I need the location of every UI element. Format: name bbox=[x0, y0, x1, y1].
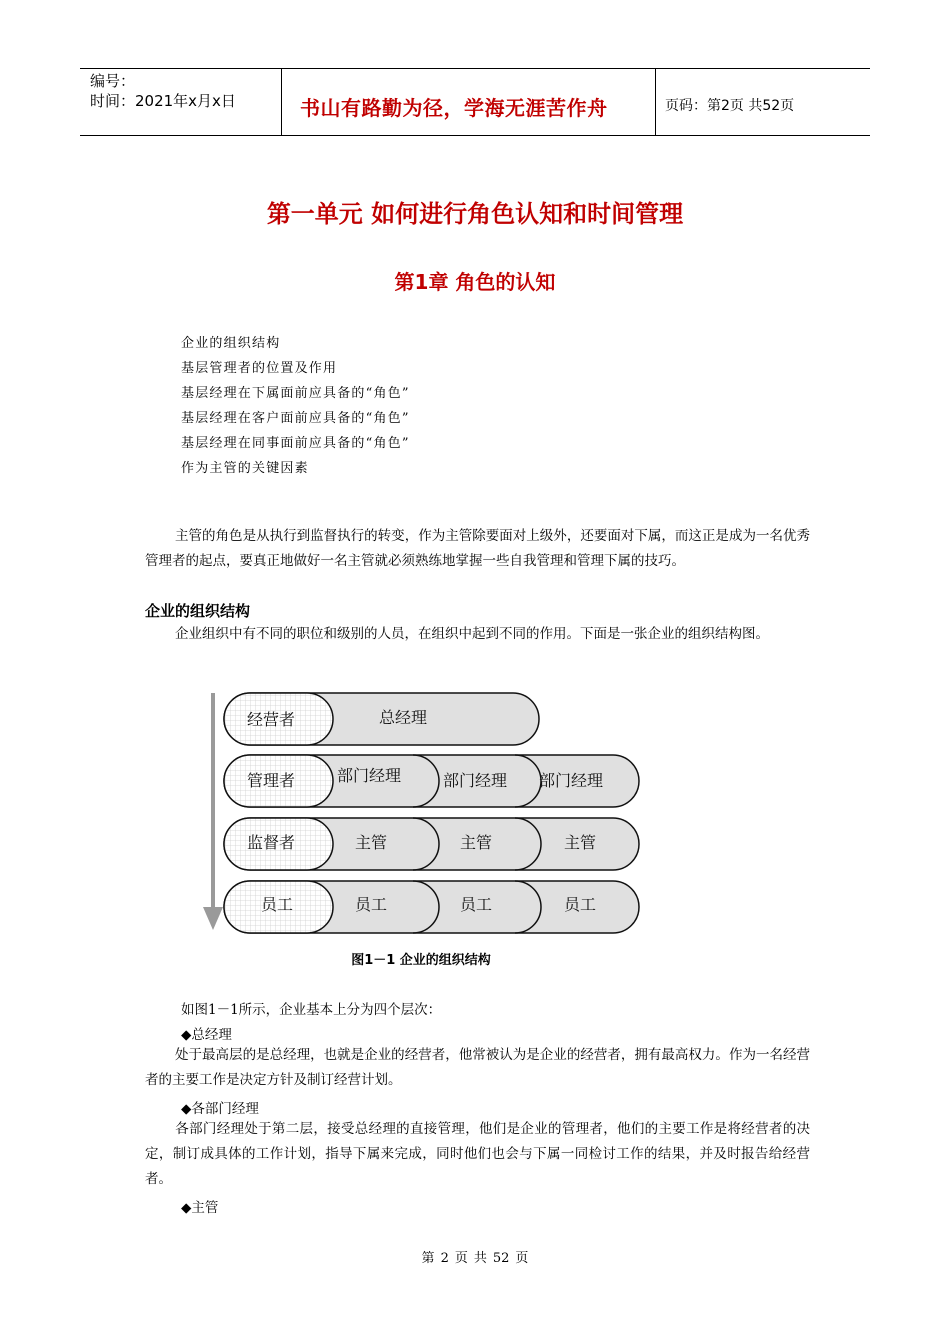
footer-text: 页 bbox=[454, 1251, 468, 1266]
toc-item: 基层经理在客户面前应具备的“角色” bbox=[181, 411, 410, 426]
section-org-text: 企业组织中有不同的职位和级别的人员，在组织中起到不同的作用。下面是一张企业的组织结构图。 bbox=[175, 626, 769, 642]
role-label: 员工 bbox=[260, 895, 294, 914]
bullet-general-manager: ◆总经理 bbox=[181, 1027, 232, 1043]
paragraph-general-manager bbox=[145, 1043, 810, 1093]
section-heading-org: 企业的组织结构 bbox=[145, 602, 251, 620]
role-label: 经营者 bbox=[246, 710, 296, 729]
footer-text: 第 bbox=[421, 1251, 435, 1266]
unit-title: 第一单元 如何进行角色认知和时间管理 bbox=[266, 200, 684, 228]
header-motto: 书山有路勤为径，学海无涯苦作舟 bbox=[300, 96, 608, 120]
cell-label: 主管 bbox=[563, 833, 597, 852]
header-time: 时间：2021年x月x日 bbox=[90, 92, 236, 110]
cell-label: 部门经理 bbox=[538, 771, 604, 790]
paragraph-department-managers bbox=[145, 1117, 810, 1192]
toc-item: 企业的组织结构 bbox=[181, 336, 281, 351]
intro-text: 主管的角色是从执行到监督执行的转变，作为主管除要面对上级外，还要面对下属，而这正是成为一名优秀管理者的起点，要真正地做好一名主管就必须熟练地掌握一些自我管理和管理下属的技巧。 bbox=[145, 528, 810, 569]
chapter-title: 第1章 角色的认知 bbox=[394, 270, 556, 294]
footer-text: 页 bbox=[515, 1251, 529, 1266]
header-divider-left bbox=[281, 68, 282, 136]
org-row-supervisor bbox=[224, 818, 639, 870]
bullet-department-managers: ◆各部门经理 bbox=[181, 1101, 259, 1117]
toc-item: 基层经理在下属面前应具备的“角色” bbox=[181, 386, 410, 401]
hierarchy-arrow-shaft bbox=[211, 693, 215, 910]
header-page-code: 页码：第2页 共52页 bbox=[665, 98, 795, 114]
footer-total-pages: 52 bbox=[492, 1251, 510, 1266]
org-row-executive bbox=[224, 693, 539, 745]
cell-label: 主管 bbox=[354, 833, 388, 852]
role-label: 管理者 bbox=[246, 771, 296, 790]
header-number: 编号： bbox=[90, 72, 136, 90]
cell-label: 部门经理 bbox=[336, 766, 402, 785]
paragraph-department-managers-text: 各部门经理处于第二层，接受总经理的直接管理，他们是企业的管理者，他们的主要工作是将经营者的决定，制订成具体的工作计划，指导下属来完成，同时他们也会与下属一同检讨工作的结果，并及时报告给经营者。 bbox=[145, 1121, 810, 1187]
hierarchy-arrow-head bbox=[203, 907, 223, 930]
header-top-rule bbox=[80, 68, 870, 69]
cell-label: 员工 bbox=[354, 895, 388, 914]
cell-label: 员工 bbox=[563, 895, 597, 914]
intro-paragraph bbox=[145, 524, 810, 574]
figure-caption: 图1－1 企业的组织结构 bbox=[351, 953, 491, 968]
toc-item: 作为主管的关键因素 bbox=[181, 461, 309, 476]
role-label: 监督者 bbox=[246, 833, 296, 852]
section-org-paragraph bbox=[145, 622, 810, 647]
header-bottom-rule bbox=[80, 135, 870, 136]
cell-label: 员工 bbox=[459, 895, 493, 914]
org-row-manager bbox=[224, 755, 639, 807]
page-footer bbox=[0, 1247, 950, 1266]
cell-label: 主管 bbox=[459, 833, 493, 852]
paragraph-general-manager-text: 处于最高层的是总经理，也就是企业的经营者，他常被认为是企业的经营者，拥有最高权力。作为一名经营者的主要工作是决定方针及制订经营计划。 bbox=[145, 1047, 810, 1088]
levels-intro: 如图1－1所示，企业基本上分为四个层次： bbox=[181, 1002, 442, 1018]
header-divider-right bbox=[655, 68, 656, 136]
cell-label: 总经理 bbox=[378, 708, 428, 727]
cell-label: 部门经理 bbox=[442, 771, 508, 790]
toc-item: 基层管理者的位置及作用 bbox=[181, 361, 338, 376]
footer-current-page: 2 bbox=[440, 1251, 449, 1266]
toc-item: 基层经理在同事面前应具备的“角色” bbox=[181, 436, 410, 451]
org-structure-diagram bbox=[195, 685, 655, 940]
bullet-supervisor: ◆主管 bbox=[181, 1200, 219, 1216]
org-row-staff bbox=[224, 881, 639, 933]
footer-text: 共 bbox=[473, 1251, 487, 1266]
